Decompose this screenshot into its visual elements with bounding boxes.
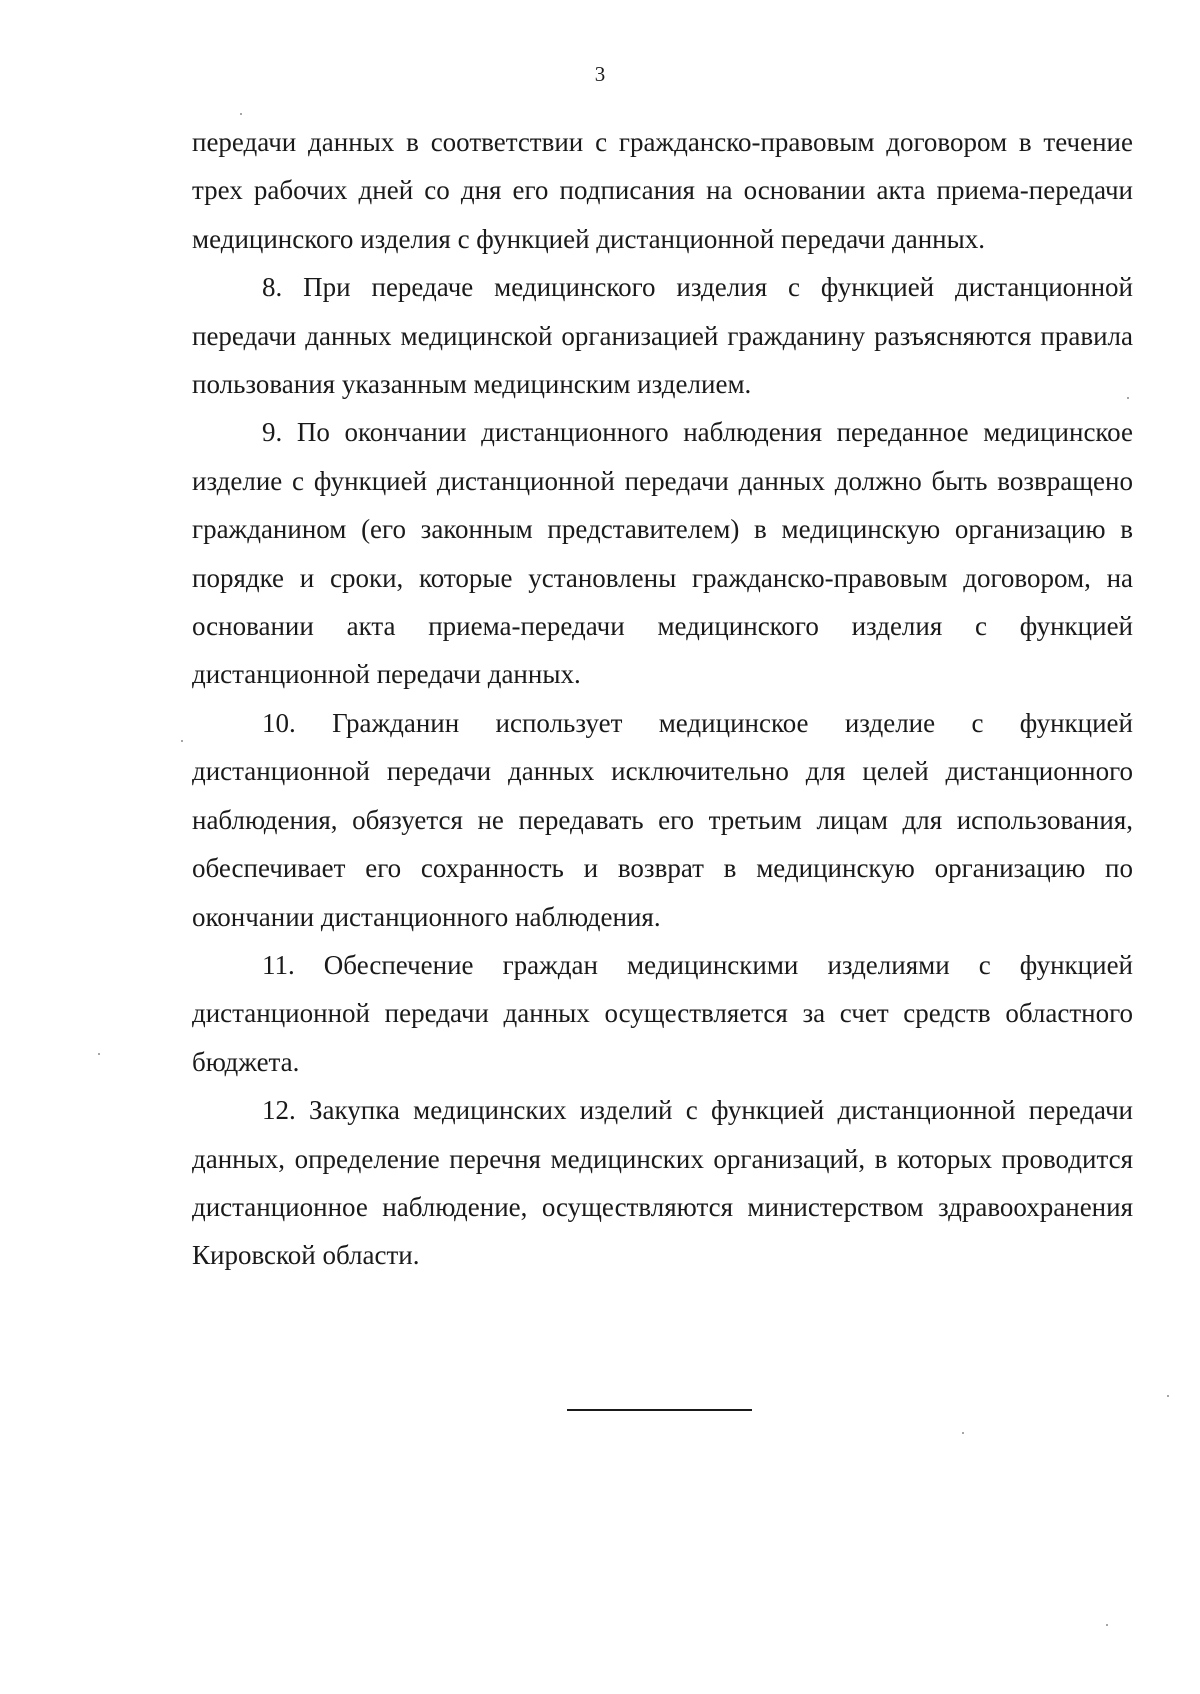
scan-speck (1127, 397, 1129, 399)
document-body (192, 118, 1133, 1280)
paragraph-11: 11. Обеспечение граждан медицинскими изделиями с функцией дистанционной передачи данных осуществляется за счет средств областного бюджета. (192, 949, 1133, 1077)
page-number: 3 (594, 62, 606, 86)
scan-speck (962, 1432, 964, 1434)
paragraph-12: 12. Закупка медицинских изделий с функцией дистанционной передачи данных, определение перечня медицинских организаций, в которых проводится дистанционное наблюдение, осуществляются министерством здравоохранения Кировской области. (192, 1095, 1133, 1271)
paragraph-9: 9. По окончании дистанционного наблюдения переданное медицинское изделие с функцией дистанционной передачи данных должно быть возвращено гражданином (его законным представителем) в медицинскую организацию в порядке и сроки, которые установлены гражданско-правовым договором, на основании акта приема-передачи медицинского изделия с функцией дистанционной передачи данных. (192, 417, 1133, 690)
scan-speck (181, 740, 183, 742)
scan-speck (1167, 1395, 1169, 1397)
scan-speck (240, 113, 242, 115)
end-of-document-rule (567, 1409, 752, 1411)
paragraph-10: 10. Гражданин использует медицинское изделие с функцией дистанционной передачи данных исключительно для целей дистанционного наблюдения, обязуется не передавать его третьим лицам для использования, обеспечивает его сохранность и возврат в медицинскую организацию по окончании дистанционного наблюдения. (192, 707, 1133, 932)
paragraph-8: 8. При передаче медицинского изделия с функцией дистанционной передачи данных медицинской организацией гражданину разъясняются правила пользования указанным медицинским изделием. (192, 272, 1133, 400)
scan-speck (1106, 1624, 1108, 1626)
paragraph-continuation: передачи данных в соответствии с гражданско-правовым договором в течение трех рабочих дней со дня его подписания на основании акта приема-передачи медицинского изделия с функцией дистанционной передачи данных. (192, 127, 1133, 254)
scan-speck (98, 1053, 100, 1055)
